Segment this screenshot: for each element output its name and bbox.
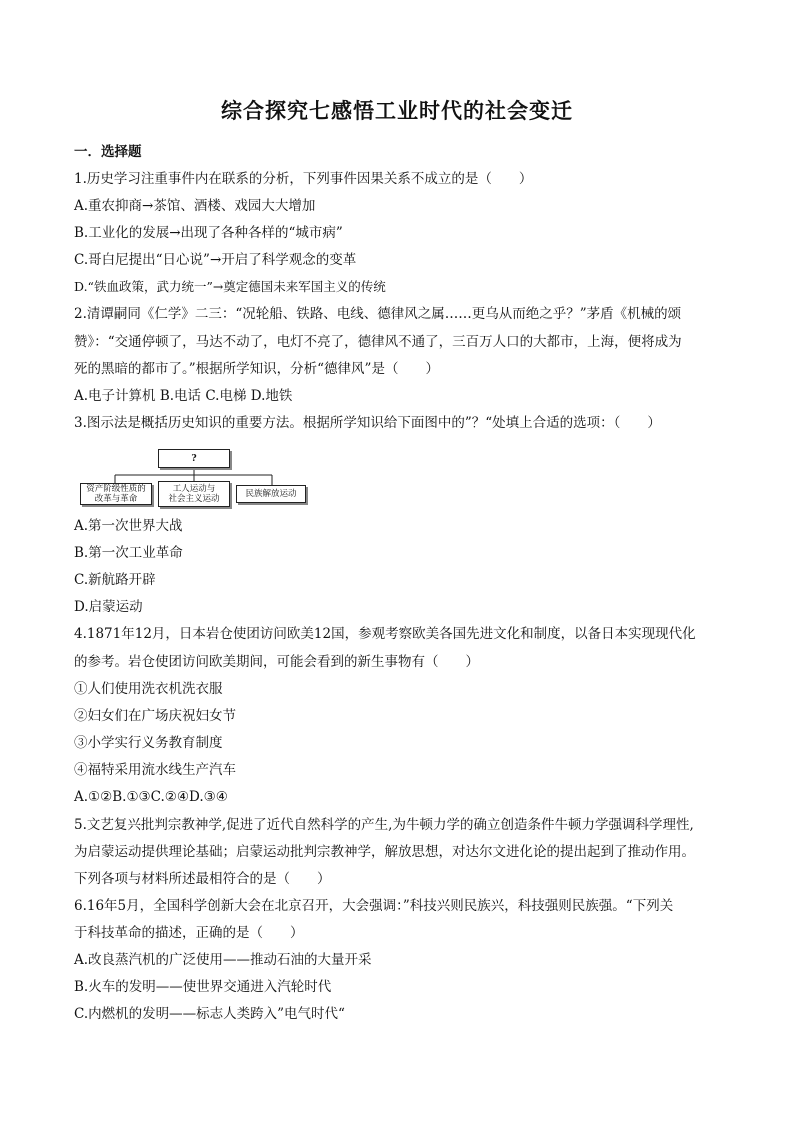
option-3b: B.第一次工业革命 xyxy=(74,545,183,561)
option-3d: D.启蒙运动 xyxy=(74,599,143,615)
option-1d: D.“铁血政策，武力统一”→奠定德国未来军国主义的传统 xyxy=(74,279,386,294)
option-1b: B.工业化的发展→出现了各种各样的“城市病” xyxy=(74,225,343,241)
question-6-line-1: 6.16年5月，全国科学创新大会在北京召开，大会强调：”科技兴则民族兴，科技强则民族强。“下列关 xyxy=(74,898,674,914)
question-5-line-1: 5.文艺复兴批判宗教神学,促进了近代自然科学的产生,为牛顿力学的确立创造条件牛顿力学强调科学理性, xyxy=(74,817,694,833)
question-2-line-3: 死的黑暗的都市了。”根据所学知识，分析“德律风”是（ ） xyxy=(74,361,439,377)
item-4-1: ①人们使用洗衣机洗衣服 xyxy=(74,681,223,697)
question-2-line-1: 2.清谭嗣同《仁学》二三：“况轮船、铁路、电线、德律风之属……更乌从而绝之乎？”茅盾《机械的颂 xyxy=(74,306,682,322)
question-5-line-3: 下列各项与材料所述最相符合的是（ ） xyxy=(74,871,331,887)
question-1: 1.历史学习注重事件内在联系的分析，下列事件因果关系不成立的是（ ） xyxy=(74,171,533,187)
diagram-left-label-2: 改革与革命 xyxy=(94,494,138,504)
options-2: A.电子计算机 B.电话 C.电梯 D.地铁 xyxy=(74,388,293,404)
question-6-line-2: 于科技革命的描述，正确的是（ ） xyxy=(74,925,304,941)
diagram-left-label-1: 资产阶级性质的 xyxy=(86,484,146,494)
diagram-top-box xyxy=(158,449,230,468)
question-4-line-1: 4.1871年12月，日本岩仓使团访问欧美12国，参观考察欧美各国先进文化和制度，以备日本实现现代化 xyxy=(74,626,696,642)
question-4-line-2: 的参考。岩仓使团访问欧美期间，可能会看到的新生事物有（ ） xyxy=(74,654,479,670)
option-3c: C.新航路开辟 xyxy=(74,572,156,588)
diagram-top-label: ? xyxy=(191,453,197,464)
diagram-right-label: 民族解放运动 xyxy=(245,489,297,499)
diagram-middle-label-2: 社会主义运动 xyxy=(168,494,220,504)
item-4-2: ②妇女们在广场庆祝妇女节 xyxy=(74,708,236,724)
item-4-4: ④福特采用流水线生产汽车 xyxy=(74,762,236,778)
diagram-right-box xyxy=(236,485,306,503)
page-title: 综合探究七感悟工业时代的社会变迁 xyxy=(221,98,573,123)
option-3a: A.第一次世界大战 xyxy=(74,518,183,534)
option-6c: C.内燃机的发明——标志人类跨入”电气时代“ xyxy=(74,1006,345,1022)
option-6b: B.火车的发明——使世界交通进入汽轮时代 xyxy=(74,979,332,995)
option-1c: C.哥白尼提出“日心说”→开启了科学观念的变革 xyxy=(74,252,357,268)
diagram-left-box xyxy=(80,483,152,505)
item-4-3: ③小学实行义务教育制度 xyxy=(74,735,223,751)
question-5-line-2: 为启蒙运动提供理论基础；启蒙运动批判宗教神学，解放思想，对达尔文进化论的提出起到了推动作用。 xyxy=(74,844,695,860)
diagram-middle-box xyxy=(158,481,230,507)
question-3: 3.图示法是概括历史知识的重要方法。根据所学知识给下面图中的”？“处填上合适的选项：（ ） xyxy=(74,415,661,431)
question-2-line-2: 赞》：“交通停顿了，马达不动了，电灯不亮了，德律风不通了，三百万人口的大都市，上海，便将成为 xyxy=(74,334,682,350)
concept-diagram xyxy=(78,447,308,509)
option-6a: A.改良蒸汽机的广泛使用——推动石油的大量开采 xyxy=(74,952,372,968)
section-heading: 一．选择题 xyxy=(74,144,142,160)
diagram-middle-label-1: 工人运动与 xyxy=(172,484,216,494)
options-4: A.①②B.①③C.②④D.③④ xyxy=(74,789,228,805)
option-1a: A.重农抑商→茶馆、酒楼、戏园大大增加 xyxy=(74,198,316,214)
